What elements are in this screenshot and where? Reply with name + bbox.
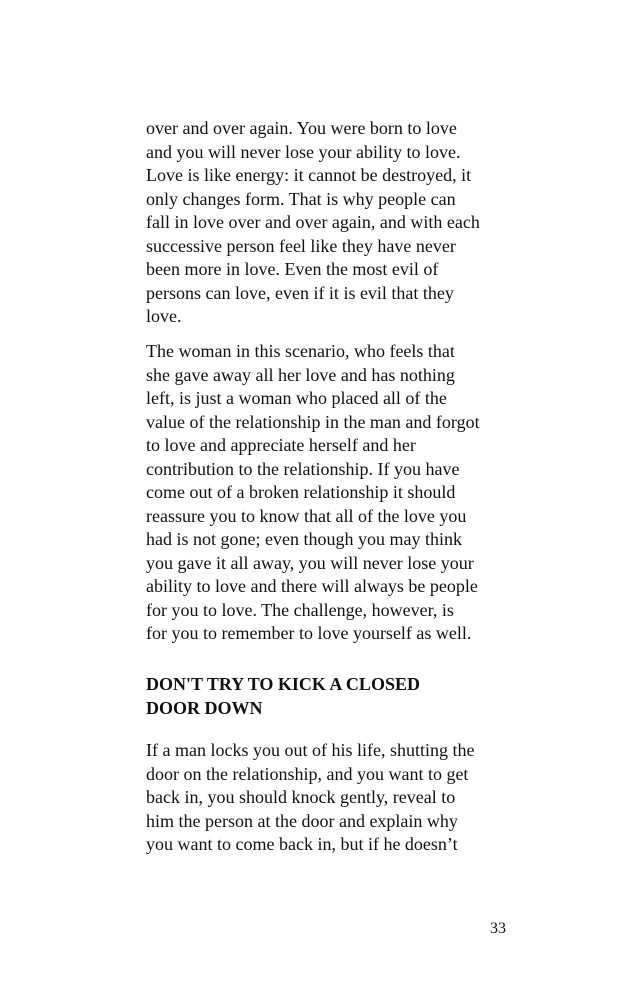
body-paragraph-2: [146, 340, 518, 646]
section-heading: [146, 673, 518, 720]
text-line: for you to remember to love yourself as well.: [146, 623, 472, 643]
heading-line: DON'T TRY TO KICK A CLOSED: [146, 674, 420, 694]
text-line: The woman in this scenario, who feels that: [146, 341, 455, 361]
text-line: only changes form. That is why people can: [146, 188, 456, 209]
text-line: for you to love. The challenge, however, is: [146, 599, 454, 620]
text-line: persons can love, even if it is evil that they: [146, 282, 454, 303]
text-line: door on the relationship, and you want to get: [146, 763, 469, 784]
text-line: contribution to the relationship. If you have: [146, 458, 460, 479]
body-paragraph-3: [146, 739, 518, 857]
text-line: she gave away all her love and has nothing: [146, 364, 455, 385]
text-line: come out of a broken relationship it should: [146, 482, 456, 502]
text-line: fall in love over and over again, and with each: [146, 212, 480, 232]
text-line: and you will never lose your ability to love.: [146, 141, 461, 162]
text-line: had is not gone; even though you may think: [146, 529, 462, 549]
text-line: back in, you should knock gently, reveal to: [146, 787, 456, 807]
heading-line: DOOR DOWN: [146, 697, 263, 718]
text-line: to love and appreciate herself and her: [146, 435, 416, 455]
text-line: Love is like energy: it cannot be destroyed, it: [146, 165, 472, 185]
text-line: over and over again. You were born to love: [146, 118, 457, 138]
text-line: reassure you to know that all of the love you: [146, 505, 467, 526]
text-line: left, is just a woman who placed all of the: [146, 388, 447, 408]
page-number: 33: [490, 920, 506, 937]
text-line: you gave it all away, you will never lose your: [146, 552, 474, 573]
text-line: If a man locks you out of his life, shutting the: [146, 740, 475, 760]
text-line: value of the relationship in the man and forgot: [146, 411, 480, 432]
text-line: love.: [146, 306, 182, 326]
text-line: successive person feel like they have never: [146, 235, 456, 256]
text-line: been more in love. Even the most evil of: [146, 259, 439, 279]
body-paragraph-1: [146, 117, 518, 329]
text-line: ability to love and there will always be people: [146, 576, 478, 596]
text-line: him the person at the door and explain why: [146, 810, 458, 831]
text-line: you want to come back in, but if he doesn’t: [146, 834, 458, 854]
